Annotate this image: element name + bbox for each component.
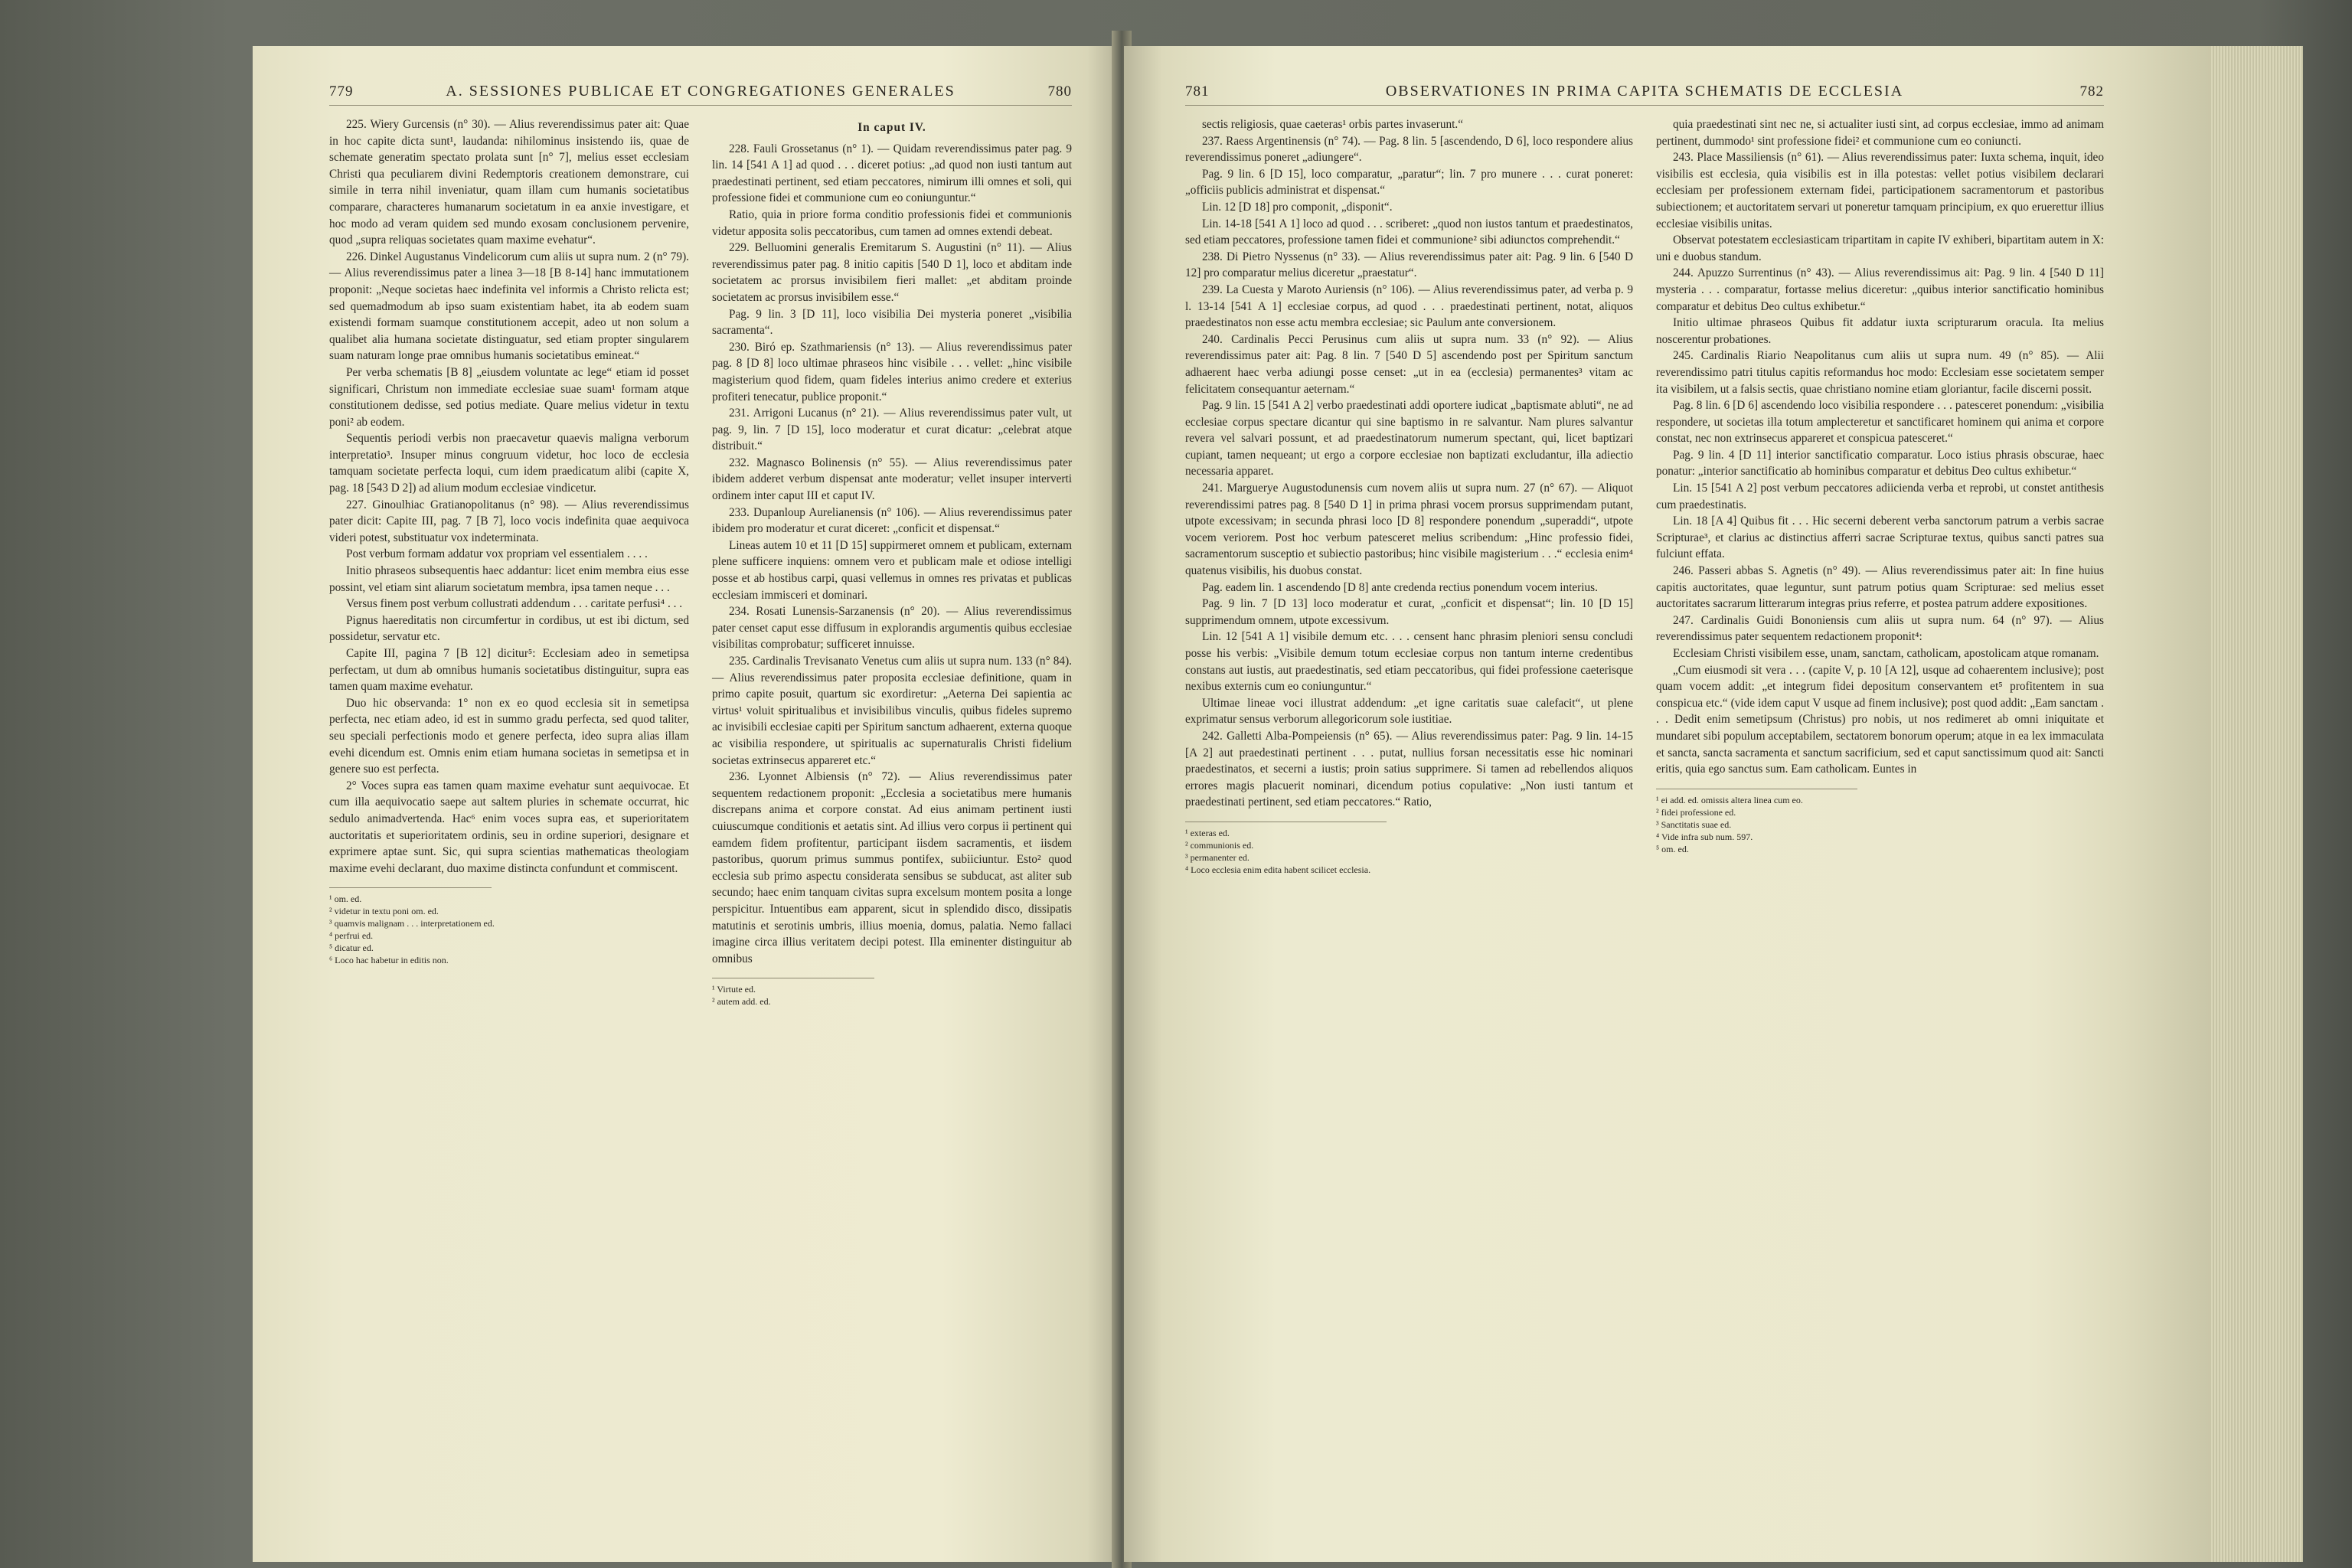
paragraph: quia praedestinati sint nec ne, si actualiter iusti sint, ad corpus ecclesiae, immo ad animam pertinent, dummodo¹ sint professione fidei² et communione cum eo coniuncti. [1656,118,2104,148]
paragraph: Sequentis periodi verbis non praecavetur quaevis maligna verborum interpretatio³. Insuper minus congruum videtur, hoc loco de ecclesia tamquam societate perfecta loqui, cum idem praedicatum alibi (capite X, pag. 18 [543 D 2]) ad alium modum ecclesiae vindicetur. [329,432,689,495]
paragraph: Post verbum formam addatur vox propriam vel essentialem . . . . [346,547,648,561]
paragraph: Lin. 15 [541 A 2] post verbum peccatores adiicienda verba et reprobi, ut constet antithesis cum praedestinatis. [1656,482,2104,511]
paragraph: Lin. 12 [D 18] pro componit, „disponit“. [1202,200,1393,214]
paragraph: 232. Magnasco Bolinensis (n° 55). — Alius reverendissimus pater ibidem adderet verbum dispensat ante moderatur; vellet insuper interverti ordinem inter caput III et caput IV. [712,456,1072,503]
right-page-header [1185,83,2104,106]
page-number-780: 780 [1047,83,1072,100]
paragraph: 236. Lyonnet Albiensis (n° 72). — Alius reverendissimus pater sequentem redactionem proponit: „Ecclesia a societatibus mere humanis discrepans anima et corpore constat. Ad eius animam pertinent iusti cuiuscumque conditionis et aetatis sint. Ad illius vero corpus ii pertinent qui eamdem fidem profitentur, participant iisdem sacramentis, et iisdem pastoribus, quorum primus summus pontifex, subiiciuntur. Esto² quod ecclesia sub primo aspectu considerata sensibus se subducat, ast aliter sub secundo; haec enim tanquam civitas supra excelsum montem posita a longe perspicitur. Intuentibus eam apparent, sicut in splendido disco, dissipatis matutinis et serotinis umbris, illius moenia, domus, palatia. Nemo fallaci imagine circa illius veritatem decipi potest. Illa eminenter distinguitur ab omnibus [712,770,1072,965]
left-page-columns [329,116,1072,1008]
column-781 [1185,116,1633,876]
paragraph: Lineas autem 10 et 11 [D 15] suppirmeret omnem et publicam, externam plene sufficere inquiens: omnem vero et publicam male et odiose intelligi posse et ab hostibus carpi, quasi vellemus in omnes res privatas et publicas ecclesiam immisceri et dominari. [712,538,1072,602]
page-number-779: 779 [329,83,354,100]
paragraph: Pag. 9 lin. 15 [541 A 2] verbo praedestinati addi oportere iudicat „baptismate abluti“, ne ad ecclesiae corpus spectare dicantur qui sine baptismo in re salvantur. Nam plures salvantur revera vel salvari possunt, et ad praedestinatorum numerum spectant, qui, licet baptizari cupiant, tamen nequeant; ut ergo a corpore ecclesiae non baptizati excludantur, illa adiectio necessaria apparet. [1185,399,1633,479]
paragraph: Lin. 18 [A 4] Quibus fit . . . Hic secerni deberent verba sanctorum patrum a verbis sacrae Scripturae³, et clarius ac distinctius afferri sacrae Scripturae textus, quibus sancti patres sua fulciunt effata. [1656,514,2104,561]
paragraph: 239. La Cuesta y Maroto Auriensis (n° 106). — Alius reverendissimus pater, ad verba p. 9 l. 13-14 [541 A 1] ecclesiae corpus, ad quod . . . praedestinati pertinent, notat, aliquos praedestinatos non esse actu membra ecclesiae; sic Paulum ante conversionem. [1185,283,1633,330]
paragraph: Ultimae lineae voci illustrat addendum: „et igne caritatis suae calefacit“, ut plene exprimatur sensus verborum allegoricorum sole iustitiae. [1185,696,1633,727]
paragraph: Lin. 14-18 [541 A 1] loco ad quod . . . scriberet: „quod non iustos tantum et praedestinatos, sed etiam peccatores, professione tamen fidei et communione² sibi adiunctos comprehendit.“ [1185,217,1633,247]
footnotes [1656,789,1857,855]
right-page-columns [1185,116,2104,876]
paragraph: Pag. 8 lin. 6 [D 6] ascendendo loco visibilia respondere . . . patesceret ponendum: „visibilia respondere, ut societas illa totum amplecteretur et sanctificaret hominem qui anima et corpore constat, nec non extrinsecus appareret et conspicua patesceret.“ [1656,399,2104,446]
paragraph: Ecclesiam Christi visibilem esse, unam, sanctam, catholicam, apostolicam atque romanam. [1673,647,2099,660]
footnote: ⁴ Vide infra sub num. 597. [1656,831,1753,842]
paragraph: 245. Cardinalis Riario Neapolitanus cum aliis ut supra num. 49 (n° 85). — Alii reverendissimo patri titulus capitis reformandus hoc modo: Ecclesiam esse societatem semper ita visibilem, ut a falsis sectis, quae christiano nomine etiam gloriantur, facile discerni possit. [1656,349,2104,396]
paragraph: 238. Di Pietro Nyssenus (n° 33). — Alius reverendissimus pater ait: Pag. 9 lin. 6 [540 D 12] pro comparatur melius diceretur „praestatur“. [1185,250,1633,280]
paragraph: 228. Fauli Grossetanus (n° 1). — Quidam reverendissimus pater pag. 9 lin. 14 [541 A 1] ad quod . . . diceret potius: „ad quod non iusti tantum aut praedestinati pertinent, sed etiam peccatores, nimirum illi omnes et soli, qui professione fidei et communione cum eo coniunguntur.“ [712,142,1072,205]
paragraph: 240. Cardinalis Pecci Perusinus cum aliis ut supra num. 33 (n° 92). — Alius reverendissimus pater ait: Pag. 8 lin. 7 [540 D 5] ascendendo post per Spiritum sanctum adhaerent haec verba adiungi posse censet: „ut in ea (ecclesia) permanentes³ vitam ac felicitatem consequantur aeternam.“ [1185,332,1633,396]
footnote: ³ permanenter ed. [1185,851,1250,863]
paragraph: Pag. eadem lin. 1 ascendendo [D 8] ante credenda rectius ponendum vocem interius. [1202,580,1598,594]
paragraph: 227. Ginoulhiac Gratianopolitanus (n° 98). — Alius reverendissimus pater dicit: Capite III, pag. 7 [B 7], loco vocis indefinita quae aequivoca videri potest, substituatur vox indeterminata. [329,498,689,544]
paragraph: 229. Belluomini generalis Eremitarum S. Augustini (n° 11). — Alius reverendissimus pater pag. 8 initio capitis [540 D 1], loco et abditam inde societatem ac prorsus invisibilem fieri mallet: „et abditam proinde societatem ac prorsus invisibilem esse.“ [712,241,1072,304]
footnote: ¹ ei add. ed. omissis altera linea cum eo. [1656,794,1803,805]
footnote: ⁴ perfrui ed. [329,930,374,942]
footnote: ² videtur in textu poni om. ed. [329,906,439,917]
footnote: ¹ om. ed. [329,893,362,905]
footnote: ⁴ Loco ecclesia enim edita habent scilicet ecclesia. [1185,864,1371,875]
paragraph: Ratio, quia in priore forma conditio professionis fidei et communionis videtur apposita solis peccatoribus, cum tamen ad omnes extendi debeat. [712,207,1072,238]
footnote: ¹ Virtute ed. [712,984,756,995]
footnote: ³ Sanctitatis suae ed. [1656,818,1732,830]
paragraph: 242. Galletti Alba-Pompeiensis (n° 65). — Alius reverendissimus pater: Pag. 9 lin. 14-15 [A 2] aut praedestinati pertinent . . . putat, nullius forsan necessitatis esse hic nominari praedestinatos, et secerni a iustis; proin satius supprimere. Si tamen ad rebellendos aliquos errores magis placuerit nominari, dicendum potius copulative: „Non iusti tantum et praedestinati pertinent, sed etiam peccatores.“ Ratio, [1185,729,1633,809]
paragraph: 235. Cardinalis Trevisanato Venetus cum aliis ut supra num. 133 (n° 84). — Alius reverendissimus pater proposita ecclesiae definitione, quam in primo capite posuit, quartum sic exordiretur: „Aeterna Dei sapientia ac virtus¹ voluit spiritualibus et invisibilibus vinculis, quibus fideles supremo ac invisibili ecclesiae capiti per Spiritum sanctum adhaerent, externa quoque ac visibilia respondere, ut spiritualis ac supernaturalis Christi fidelium societas extrinsecus appareret etc.“ [712,655,1072,767]
left-page [253,46,1118,1562]
footnotes [712,978,874,1008]
paragraph: 234. Rosati Lunensis-Sarzanensis (n° 20). — Alius reverendissimus pater censet caput esse diffusum in explorandis argumentis quibus ecclesiae visibilitas comprobatur; sufficeret innuisse. [712,605,1072,652]
paragraph: Initio ultimae phraseos Quibus fit addatur iuxta scripturarum oracula. Ita melius noscerentur probationes. [1656,316,2104,346]
footnote: ² autem add. ed. [712,996,771,1008]
chapter-heading: In caput IV. [858,121,926,134]
paragraph: 226. Dinkel Augustanus Vindelicorum cum aliis ut supra num. 2 (n° 79). — Alius reverendissimus pater a linea 3—18 [B 8-14] hanc immutationem proponit: „Neque societas haec indefinita vel informis a Christo relicta est; sed quemadmodum ab ipso suam existentiam habet, ita ab eodem suam existendi formam suamque constitutionem accepit, adeo ut non solum a qualibet alia humana societate distinguatur, sed etiam propter singularem suam naturam longe prae omnibus humanis societatibus emineat.“ [329,250,689,363]
paragraph: 225. Wiery Gurcensis (n° 30). — Alius reverendissimus pater ait: Quae in hoc capite dicta sunt¹, laudanda: nihilominus insistendo iis, quae de schemate generatim spectato prolata sunt [n° 7], melius esset ecclesiam Christi qua peculiarem divini Redemptoris creationem demonstrare, cui simile in terra nihil inveniatur, quam illam cum humanis societatibus comparare, characteres humanarum societatum in ea anxie investigare, et hoc modo ad veram quidem sed mundo exosam conclusionem pervenire, quod „supra reliquas societates quam maxime evehatur“. [329,118,689,247]
paragraph: 241. Marguerye Augustodunensis cum novem aliis ut supra num. 27 (n° 67). — Aliquot reverendissimi patres pag. 8 [540 D 1] in prima phrasi vocem prorsus supprimendam putant, utpote excessivam; in secunda phrasi loco [D 8] respondere ponendum „superaddi“, utpote vocem veriorem. Post hoc verbum patesceret melius scribendum: „Hinc professio fidei, sacramentorum susceptio et subiectio pastoribus; hinc visibile magisterium . . .“ ecclesia enim⁴ quatenus visibilis, his duobus constat. [1185,482,1633,578]
paragraph: Pag. 9 lin. 7 [D 13] loco moderatur et curat, „conficit et dispensat“; lin. 10 [D 15] supprimendum omnem, utpote excessivum. [1185,597,1633,627]
footnote: ¹ exteras ed. [1185,827,1230,838]
column-780 [712,116,1072,1008]
right-page [1124,46,2211,1562]
footnote: ⁵ dicatur ed. [329,942,374,954]
paragraph: Pag. 9 lin. 3 [D 11], loco visibilia Dei mysteria poneret „visibilia sacramenta“. [712,307,1072,338]
paragraph: 2° Voces supra eas tamen quam maxime evehatur sunt aequivocae. Et cum illa aequivocatio saepe aut saltem pluries in schemate occurrat, hic sedulo animadvertenda. Hac⁶ enim voces supra eas, et superioritatem auctoritatis et superioritatem ordinis, seu in ordine superiori, designare et exprimere aptae sunt. Sic, qui supra scientias mathematicas theologiam maxime evehi declarant, duo maxime distincta confundunt et commiscent. [329,779,689,875]
paragraph: Initio phraseos subsequentis haec addantur: licet enim membra eius esse possint, vel etiam sint aliarum societatum membra, ipsa tamen neque . . . [329,564,689,594]
paragraph: Per verba schematis [B 8] „eiusdem voluntate ac lege“ etiam id posset significari, Christum non immediate ecclesiae suae suam¹ formam atque constitutionem dedisse, sed potius mediate. Quare melius videtur in textu poni² ab eodem. [329,365,689,429]
footnote: ² fidei professione ed. [1656,806,1736,818]
paragraph: Duo hic observanda: 1° non ex eo quod ecclesia sit in semetipsa perfecta, nec etiam adeo, id est in summo gradu perfecta, sed quod taliter, seu speciali perfectionis modo et genere perfecta, ideo supra alias illam evehi dicendum est. Omnis enim etiam humana societas in semetipsa et in genere suo est perfecta. [329,696,689,776]
page-block-edge [2211,46,2303,1562]
page-number-781: 781 [1185,83,1210,100]
paragraph: sectis religiosis, quae caeteras¹ orbis partes invaserunt.“ [1202,118,1463,131]
column-782 [1656,116,2104,876]
footnote: ⁶ Loco hac habetur in editis non. [329,955,449,966]
paragraph: Versus finem post verbum collustrati addendum . . . caritate perfusi⁴ . . . [346,597,683,611]
running-title-left: A. SESSIONES PUBLICAE ET CONGREGATIONES GENERALES [446,83,956,100]
paragraph: Pag. 9 lin. 4 [D 11] interior sanctificatio comparatur. Loco istius phrasis obscurae, haec ponatur: „interior sanctificatio ab hominibus comparatur et debitus Deo cultus exhibetur.“ [1656,448,2104,479]
column-779 [329,116,689,1008]
footnote: ³ quamvis malignam . . . interpretationem ed. [329,918,495,929]
paragraph: Lin. 12 [541 A 1] visibile demum etc. . . . censent hanc phrasim pleniori sensu concludi posse his verbis: „Visibile demum totum ecclesiae corpus non tantum interne credentibus constans aut iustis, aut praedestinatis, sed etiam peccatoribus, qui fidei professione caeterisque nexibus externis cum eo coniunguntur.“ [1185,630,1633,694]
paragraph: 230. Biró ep. Szathmariensis (n° 13). — Alius reverendissimus pater pag. 8 [D 8] loco ultimae phraseos hinc visibile . . . vellet: „hinc visibile magisterium quod fidem, quam fideles interius animo credere et exterius profiteri tenecatur, publice proponit.“ [712,340,1072,403]
paragraph: „Cum eiusmodi sit vera . . . (capite V, p. 10 [A 12], usque ad cohaerentem inclusive); post quam vocem addit: „et integrum fidei depositum conservantem et⁵ profitentem in sua conspicua etc.“ (vide idem caput V usque ad finem inclusive); post quod addit: „Eam sanctam . . . Dedit enim semetipsum (Christus) pro nobis, ut nos redimeret ab omni iniquitate et mundaret sibi populum acceptabilem, sectatorem bonorum operum; atque in ea lex immaculata et sancta, sancta sacramenta et sanctum sacrificium, sed et caput sanctissimum quod ait: Sancti eritis, quia ego sanctus sum. Eam catholicam. Euntes in [1656,663,2104,776]
paragraph: Pignus haereditatis non circumfertur in cordibus, ut est ibi dictum, sed possidetur, servatur etc. [329,613,689,644]
footnotes [1185,822,1387,876]
paragraph: 244. Apuzzo Surrentinus (n° 43). — Alius reverendissimus ait: Pag. 9 lin. 4 [540 D 11] mysteria . . . comparatur, fortasse melius diceretur: „quibus interior sanctificatio hominibus comparatur et debitus Deo cultus exhibetur.“ [1656,266,2104,313]
paragraph: 247. Cardinalis Guidi Bononiensis cum aliis ut supra num. 64 (n° 97). — Alius reverendissimus pater sequentem redactionem proponit⁴: [1656,613,2104,644]
paragraph: 246. Passeri abbas S. Agnetis (n° 49). — Alius reverendissimus pater ait: In fine huius capitis auctoritates, quae leguntur, sunt patrum potius quam Scripturae: sed melius esset auctoritates sacrarum litterarum integras prius referre, et postea patrum addere expositiones. [1656,564,2104,611]
paragraph: 233. Dupanloup Aurelianensis (n° 106). — Alius reverendissimus pater ibidem pro moderatur et curat diceret: „conficit et dispensat.“ [712,505,1072,536]
paragraph: Observat potestatem ecclesiasticam tripartitam in capite IV exhiberi, bipartitam autem in X: uni e duobus standum. [1656,234,2104,263]
footnote: ² communionis ed. [1185,839,1254,851]
running-title-right: OBSERVATIONES IN PRIMA CAPITA SCHEMATIS DE ECCLESIA [1385,83,1904,100]
left-page-header [329,83,1072,106]
paragraph: 231. Arrigoni Lucanus (n° 21). — Alius reverendissimus pater vult, ut pag. 9, lin. 7 [D 15], loco moderatur et curat dicatur: „celebrat atque distribuit.“ [712,407,1072,453]
paragraph: Capite III, pagina 7 [B 12] dicitur⁵: Ecclesiam adeo in semetipsa perfectam, ut dum ab omnibus humanis societatibus distinguitur, supra eas tamen quam maxime evehatur. [329,647,689,694]
paragraph: 243. Place Massiliensis (n° 61). — Alius reverendissimus pater: Iuxta schema, inquit, ideo visibilis est ecclesia, quia visibilis est in illa potestas: vellet potius visibilem declarari ecclesiam per professionem externam fidei, participationem sacramentorum et pastoribus subiectionem; et auctoritatem servari ut poneretur tamquam principium, ex quo eruerettur illius ecclesiae visibilis unitas. [1656,151,2104,230]
footnotes [329,887,495,966]
paragraph: Pag. 9 lin. 6 [D 15], loco comparatur, „paratur“; lin. 7 pro munere . . . curat poneret: „officiis publicis administrat et dispensat.“ [1185,167,1633,198]
page-number-782: 782 [2079,83,2104,100]
paragraph: 237. Raess Argentinensis (n° 74). — Pag. 8 lin. 5 [ascendendo, D 6], loco respondere alius reverendissimus poneret „adiungere“. [1185,134,1633,165]
footnote: ⁵ om. ed. [1656,843,1689,854]
